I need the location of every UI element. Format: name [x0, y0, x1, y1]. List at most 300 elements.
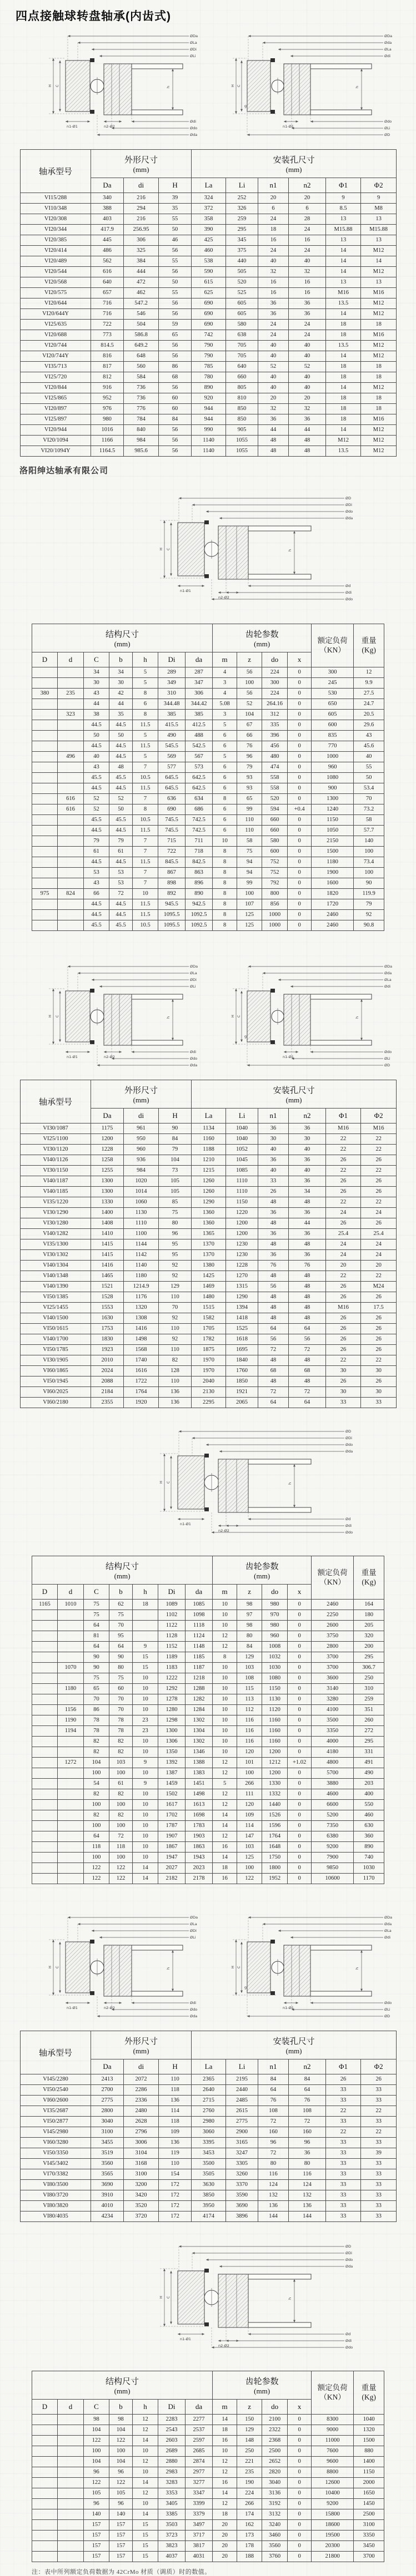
table-cell: 1180	[312, 857, 354, 868]
dim-label: C	[166, 548, 171, 550]
table-cell: M12	[361, 246, 397, 256]
table-cell: 705	[226, 351, 258, 362]
dim-label: n2-Ø2	[104, 124, 115, 129]
table-cell: 444	[124, 267, 159, 277]
table-cell: 26	[361, 1292, 397, 1303]
table-cell: 136	[159, 1398, 192, 1408]
table-cell: 3600	[312, 1673, 354, 1684]
table-cell: 2615	[226, 2106, 258, 2117]
table-cell: 55	[159, 256, 192, 267]
table-cell: 34	[289, 1187, 326, 1197]
table-cell: 3	[213, 710, 237, 720]
table-cell: 92	[159, 1313, 192, 1324]
table-cell: 323	[58, 710, 84, 720]
table-cell: 18	[258, 225, 289, 235]
table-row	[21, 341, 397, 351]
table-cell: 157	[109, 2552, 133, 2562]
dim-label: Øda	[345, 1449, 353, 1454]
table-row	[21, 2096, 397, 2106]
column-header: di	[124, 1109, 159, 1123]
table-cell: 95	[159, 1250, 192, 1261]
table-cell: M12	[361, 341, 397, 351]
table-cell: 11.5	[133, 910, 158, 920]
table-cell: 0	[288, 899, 312, 910]
table-cell: 3560	[91, 2159, 124, 2169]
table-cell: 1176	[124, 1292, 159, 1303]
table-cell: 104	[237, 710, 262, 720]
table-cell: 462	[124, 288, 159, 298]
dim-label: C	[237, 84, 241, 87]
table-cell: 850	[226, 414, 258, 425]
table-cell: 1210	[192, 1155, 226, 1166]
table-cell: 2500	[354, 2509, 384, 2520]
table-cell: VI30/1120	[21, 1145, 91, 1155]
table-cell: 0	[288, 910, 312, 920]
group-unit: (Kg)	[362, 2392, 376, 2401]
table-cell: 44.5	[84, 720, 109, 731]
table-cell: 3690	[91, 2180, 124, 2190]
table-cell: 814.5	[91, 341, 124, 351]
table-cell: 12	[213, 2457, 237, 2467]
table-cell: VI50/1385	[21, 1292, 91, 1303]
table-cell: 18600	[312, 2520, 354, 2531]
table-row	[21, 1218, 397, 1229]
table-cell: 128	[159, 1366, 192, 1376]
table-cell: M12	[361, 446, 397, 457]
table-cell: 3132	[262, 2509, 288, 2520]
table-cell: 2900	[226, 2127, 258, 2138]
dim-label: Ødo	[190, 126, 198, 130]
table-cell: 96	[109, 2467, 133, 2478]
table-cell: VI40/1500	[21, 1313, 91, 1324]
table-cell: 75	[109, 1610, 133, 1621]
spec-table-1	[20, 149, 396, 457]
column-header: Φ2	[361, 178, 397, 193]
table-row	[32, 1737, 384, 1747]
table-cell: 1459	[158, 1779, 186, 1789]
table-cell: 1140	[192, 446, 226, 457]
table-cell: 256.95	[124, 225, 159, 235]
table-row	[21, 288, 397, 298]
table-cell: 59	[159, 320, 192, 330]
table-cell: 2130	[192, 1387, 226, 1398]
table-cell	[58, 910, 84, 920]
table-cell	[32, 2446, 58, 2457]
table-cell	[32, 804, 58, 815]
table-cell: 45.5	[84, 920, 109, 931]
dim-label: Ødi	[345, 1524, 352, 1528]
table-cell: 2010	[91, 1355, 124, 1366]
table-cell: 2413	[91, 2074, 124, 2085]
table-cell: 1255	[91, 1166, 124, 1176]
table-cell: 472	[124, 277, 159, 288]
table-cell: 0	[288, 762, 312, 773]
table-cell: 119	[159, 2148, 192, 2159]
table-cell: 16	[213, 2478, 237, 2488]
table-cell: 980	[262, 1600, 288, 1610]
table-cell: 1302	[186, 1715, 213, 1726]
table-cell: 75	[237, 847, 262, 857]
table-cell: 1875	[192, 1345, 226, 1355]
table-cell: 718	[186, 847, 213, 857]
table-cell: 6	[213, 773, 237, 783]
column-header: d	[58, 1585, 84, 1600]
table-cell: 752	[262, 857, 288, 868]
table-cell: M16	[361, 288, 397, 298]
table-cell: 125	[237, 910, 262, 920]
table-cell: 5	[213, 720, 237, 731]
column-header: Φ1	[326, 178, 361, 193]
outer-ring-section	[66, 1942, 90, 1993]
table-row	[21, 383, 397, 393]
table-cell: 0	[288, 2425, 312, 2436]
bearing-cross-section-right-drawing	[225, 960, 408, 1072]
table-cell: 22	[326, 2127, 361, 2138]
table-cell: 20	[258, 193, 289, 204]
table-cell: 82	[84, 1789, 109, 1800]
table-cell: 100	[84, 1853, 109, 1863]
table-cell: 25.4	[326, 1229, 361, 1239]
table-cell: 3590	[226, 2190, 258, 2201]
dim-label: ØLa	[384, 47, 392, 52]
table-row	[21, 1313, 397, 1324]
table-cell: 5	[213, 752, 237, 762]
table-cell	[58, 899, 84, 910]
table-row	[21, 1334, 397, 1345]
table-row	[32, 2552, 384, 2562]
table-cell	[58, 2478, 84, 2488]
table-cell: 335	[262, 720, 288, 731]
table-cell	[32, 752, 58, 762]
table-cell: +1.02	[288, 1758, 312, 1768]
table-cell: 40	[258, 383, 289, 393]
table-cell	[32, 1789, 58, 1800]
table-cell: 12600	[312, 2478, 354, 2488]
table-cell: 1415	[91, 1239, 124, 1250]
table-cell: 46	[159, 235, 192, 246]
table-cell: 140	[354, 836, 384, 847]
spec-table-5	[20, 2031, 396, 2222]
dim-label: Ødi	[384, 54, 391, 58]
group-unit: (mm)	[285, 1095, 302, 1104]
table-row	[21, 351, 397, 362]
table-cell: 16	[213, 1842, 237, 1853]
table-cell: 1943	[186, 1853, 213, 1863]
table-cell: 48	[289, 446, 326, 457]
table-cell: 690	[158, 804, 186, 815]
group-unit: (mm)	[285, 2046, 302, 2055]
structure-spec-table	[32, 624, 384, 931]
table-cell: 396	[262, 731, 288, 741]
table-cell: 1308	[124, 1313, 159, 1324]
table-cell: 3500	[312, 1715, 354, 1726]
table-cell: 16	[289, 277, 326, 288]
table-cell: 310	[354, 1684, 384, 1694]
table-cell: 1188	[192, 1145, 226, 1155]
table-cell	[32, 1842, 58, 1853]
table-cell: 18	[326, 320, 361, 330]
table-cell: 0	[288, 710, 312, 720]
table-cell: VI20/744	[21, 341, 91, 351]
table-cell: 16	[258, 288, 289, 298]
table-cell: 56	[159, 298, 192, 309]
table-cell: 11.5	[133, 857, 158, 868]
bearing-drawing-pair	[0, 960, 416, 1072]
column-group-gear-params	[213, 2371, 312, 2400]
table-cell: 1194	[58, 1726, 84, 1737]
table-cell: 1498	[186, 1789, 213, 1800]
table-cell: 1200	[226, 1218, 258, 1229]
table-cell	[32, 794, 58, 804]
table-cell: 40	[258, 1145, 289, 1155]
table-cell	[58, 667, 84, 678]
table-cell: VI80/4035	[21, 2211, 91, 2222]
table-cell: 125	[237, 920, 262, 931]
table-row	[32, 1758, 384, 1768]
table-row	[21, 2106, 397, 2117]
table-cell: 10	[213, 2446, 237, 2457]
table-row	[32, 1652, 384, 1663]
dim-label: h	[287, 2297, 292, 2300]
table-cell: 944	[192, 404, 226, 414]
table-cell: 16	[258, 277, 289, 288]
table-row	[32, 1705, 384, 1715]
table-row	[21, 393, 397, 404]
table-cell: 36	[289, 1155, 326, 1166]
column-group-structure-dims	[32, 2371, 213, 2400]
table-cell: 80	[258, 2159, 289, 2169]
table-cell: 1085	[186, 1600, 213, 1610]
table-cell: 24	[361, 1250, 397, 1261]
table-cell: 24	[258, 214, 289, 225]
table-cell: 56	[159, 446, 192, 457]
table-cell: 103	[237, 1663, 262, 1673]
dim-label: n2-Ø2	[218, 2344, 229, 2348]
table-cell: 546	[124, 309, 159, 320]
table-cell: VI40/1700	[21, 1334, 91, 1345]
table-cell: 12	[133, 2425, 158, 2436]
table-cell: 44.5	[109, 783, 133, 794]
table-cell: 347	[186, 678, 213, 689]
dim-label: ØLi	[384, 1056, 390, 1061]
column-header: Li	[226, 178, 258, 193]
table-cell: 50	[354, 773, 384, 783]
table-cell: 10	[213, 1705, 237, 1715]
table-cell: 52	[84, 804, 109, 815]
table-cell: 120	[237, 1747, 262, 1758]
table-cell: 20	[289, 193, 326, 204]
table-row	[21, 2180, 397, 2190]
group-unit: (mm)	[133, 2046, 149, 2055]
table-cell: 8	[213, 920, 237, 931]
table-cell: 805	[226, 383, 258, 393]
table-cell: 856	[262, 899, 288, 910]
dim-label: n2-Ø2	[218, 1529, 229, 1533]
table-cell	[58, 1821, 84, 1831]
column-header: h	[133, 2400, 158, 2415]
table-cell: 44.5	[109, 899, 133, 910]
table-cell: 1500	[354, 2436, 384, 2446]
table-cell	[32, 667, 58, 678]
table-cell: 129	[159, 1282, 192, 1292]
table-cell: 122	[109, 1863, 133, 1874]
table-cell: 1190	[58, 1715, 84, 1726]
table-cell: 25.4	[361, 1229, 397, 1239]
table-cell: 0	[288, 741, 312, 752]
table-cell: 1270	[226, 1271, 258, 1282]
column-header: da	[186, 1585, 213, 1600]
group-label: 齿轮参数	[245, 630, 279, 639]
bearing-drawing-single	[0, 1426, 416, 1541]
table-cell: 1014	[124, 1187, 159, 1197]
table-cell: 39	[159, 193, 192, 204]
table-cell: 790	[192, 351, 226, 362]
table-row	[21, 414, 397, 425]
table-cell: VI35/1300	[21, 1239, 91, 1250]
table-cell: 235	[58, 689, 84, 699]
table-cell: 605	[226, 298, 258, 309]
table-cell: 8	[133, 710, 158, 720]
table-cell	[58, 1800, 84, 1810]
table-row	[21, 1229, 397, 1239]
group-unit: (mm)	[133, 1095, 149, 1104]
table-cell: 3519	[91, 2148, 124, 2159]
column-header: Φ1	[326, 2059, 361, 2074]
table-cell: 5200	[312, 1810, 354, 1821]
table-cell: VI25/865	[21, 393, 91, 404]
table-cell: 960	[124, 1145, 159, 1155]
table-cell: 10	[213, 1610, 237, 1621]
table-cell: 72	[258, 2117, 289, 2127]
table-cell: 1010	[58, 1600, 84, 1610]
table-cell: VI50/1945	[21, 1376, 91, 1387]
table-row	[32, 857, 384, 868]
table-cell: 320	[354, 1631, 384, 1642]
table-cell: 36	[289, 414, 326, 425]
table-cell: 33	[361, 2169, 397, 2180]
dim-label: ØD	[384, 2014, 390, 2018]
table-cell: 4031	[186, 2552, 213, 2562]
column-header: n1	[258, 2059, 289, 2074]
dim-label: ØLa	[384, 1929, 392, 1933]
table-cell: 562	[91, 256, 124, 267]
table-cell: VI30/1150	[21, 1166, 91, 1176]
table-row	[21, 1292, 397, 1303]
dim-label: ØD	[345, 2244, 351, 2249]
dim-label: Ødo	[345, 1443, 353, 1447]
table-cell: 172	[159, 2190, 192, 2201]
table-cell: 1142	[124, 1250, 159, 1261]
page-title: 四点接触球转盘轴承(内齿式)	[16, 10, 171, 23]
table-cell: 30	[289, 1134, 326, 1145]
table-cell: 300	[312, 667, 354, 678]
table-cell: 1416	[91, 1261, 124, 1271]
table-cell: 10.5	[133, 773, 158, 783]
table-cell	[32, 783, 58, 794]
table-cell	[58, 2488, 84, 2499]
table-cell: 970	[262, 1610, 288, 1621]
dim-label: H	[158, 2296, 163, 2299]
table-cell: M8	[361, 204, 397, 214]
table-cell	[58, 1621, 84, 1631]
table-cell: 99	[237, 878, 262, 889]
dim-label: Øda	[345, 516, 353, 520]
table-cell: 800	[262, 889, 288, 899]
dim-label: n1-Ø1	[283, 1055, 294, 1059]
table-cell: 122	[84, 2436, 109, 2446]
table-cell: 14	[326, 256, 361, 267]
table-cell: 2775	[91, 2096, 124, 2106]
table-cell	[58, 1610, 84, 1621]
table-cell: 104	[109, 2425, 133, 2436]
table-row	[32, 1779, 384, 1789]
table-cell: 1040	[226, 1123, 258, 1134]
table-cell: 33	[326, 2159, 361, 2169]
table-row	[32, 741, 384, 752]
table-cell: 90.8	[354, 920, 384, 931]
table-cell: 9600	[312, 2457, 354, 2467]
table-cell: 686	[186, 804, 213, 815]
table-cell: 48	[289, 1282, 326, 1292]
table-cell: 30	[361, 1366, 397, 1376]
table-cell: VI60/3280	[21, 2138, 91, 2148]
group-label: 外形尺寸	[124, 2037, 158, 2046]
table-cell: 0	[288, 857, 312, 868]
table-cell: 92	[159, 1334, 192, 1345]
table-cell: 1400	[354, 2457, 384, 2467]
table-cell: 264.16	[262, 699, 288, 710]
table-row	[21, 204, 397, 214]
table-cell: 1200	[91, 1134, 124, 1145]
table-cell: 1970	[192, 1355, 226, 1366]
table-cell: 4	[213, 667, 237, 678]
table-cell: 44.5	[84, 899, 109, 910]
table-cell: 1120	[262, 1705, 288, 1715]
table-cell: 24	[258, 330, 289, 341]
dim-label: n2-Ø2	[218, 595, 229, 600]
table-cell: 20	[213, 2541, 237, 2552]
table-cell: 580	[226, 320, 258, 330]
table-cell: M12	[361, 383, 397, 393]
table-cell: 96	[237, 752, 262, 762]
table-cell	[32, 2436, 58, 2446]
table-cell: 590	[192, 267, 226, 277]
table-cell: 90	[84, 1663, 109, 1673]
table-row	[21, 1197, 397, 1208]
table-cell: 1290	[226, 1292, 258, 1303]
table-cell: 1080	[262, 1673, 288, 1684]
table-cell: 50	[159, 277, 192, 288]
table-row	[21, 2190, 397, 2201]
table-cell: 0	[288, 1705, 312, 1715]
column-header: Φ1	[326, 1109, 361, 1123]
table-row	[21, 1345, 397, 1355]
table-row	[32, 2531, 384, 2541]
table-cell: 10	[133, 1831, 158, 1842]
table-cell: 645.5	[158, 773, 186, 783]
table-cell: 1156	[58, 1705, 84, 1715]
table-cell: 172	[159, 2201, 192, 2211]
table-cell: 82	[159, 1355, 192, 1366]
table-row	[32, 1874, 384, 1884]
table-cell: 384	[124, 256, 159, 267]
table-cell: VI20/644	[21, 298, 91, 309]
table-cell: 961	[124, 1123, 159, 1134]
table-cell: 3305	[226, 2159, 258, 2169]
table-cell: 1282	[186, 1694, 213, 1705]
group-unit: (mm)	[114, 2386, 131, 2395]
table-cell	[32, 878, 58, 889]
